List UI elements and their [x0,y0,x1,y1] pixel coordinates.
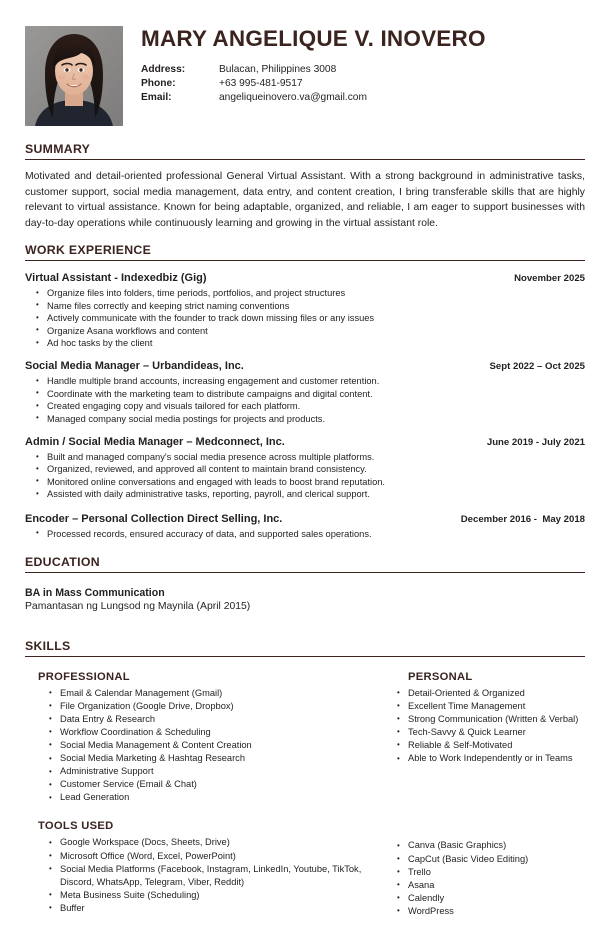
job-entry [25,360,585,425]
job-entry [25,436,585,501]
job-date: June 2019 - July 2021 [486,437,585,449]
work-experience-section [25,243,585,540]
job-bullet: • Monitored online conversations and engaged with leads to boost brand reputation. [47,476,585,488]
job-bullets [25,451,585,501]
job-bullets [25,528,585,540]
education-section [25,555,585,615]
skill-item: • Excellent Time Management [408,700,585,713]
summary-heading: SUMMARY [25,142,585,160]
skill-item: • Social Media Marketing & Hashtag Research [60,752,377,765]
job-header [25,513,585,525]
job-bullet: • Name files correctly and keeping strict naming conventions [47,300,585,312]
job-bullet: • Created engaging copy and visuals tailored for each platform. [47,400,585,412]
education-entry [25,586,585,615]
job-entry [25,272,585,349]
skill-item: • Social Media Management & Content Creation [60,739,377,752]
tools-right-column [377,820,585,918]
tool-item: • Google Workspace (Docs, Sheets, Drive) [60,836,377,849]
resume-header [25,26,585,128]
skill-item: • Email & Calendar Management (Gmail) [60,687,377,700]
tool-item: • CapCut (Basic Video Editing) [408,853,585,866]
job-header [25,436,585,448]
skill-item: • Administrative Support [60,765,377,778]
skill-item: • Data Entry & Research [60,713,377,726]
tools-used-section [25,820,585,918]
job-bullets [25,375,585,425]
job-date: November 2025 [514,273,585,285]
contact-row-address [141,63,367,77]
tool-item: • Meta Business Suite (Scheduling) [60,889,377,902]
job-bullet: • Coordinate with the marketing team to distribute campaigns and digital content. [47,388,585,400]
job-bullet: • Handle multiple brand accounts, increasing engagement and customer retention. [47,375,585,387]
skills-columns [25,671,585,805]
job-title: Encoder – Personal Collection Direct Selling, Inc. [25,512,283,525]
job-bullet: • Assisted with daily administrative tasks, reporting, payroll, and clerical support. [47,488,585,500]
degree-title: BA in Mass Communication [25,587,165,600]
professional-skill-list [25,687,377,805]
tool-item: • WordPress [408,905,585,918]
job-header [25,272,585,284]
avatar [25,26,123,126]
skills-section [25,639,585,918]
job-date: December 2016 - May 2018 [460,513,585,525]
job-bullet: • Actively communicate with the founder to track down missing files or any issues [47,312,585,324]
skill-item: • Lead Generation [60,791,377,804]
contact-row-email [141,91,367,105]
job-title: Virtual Assistant - Indexedbiz (Gig) [25,272,207,285]
tools-right-list [386,839,585,918]
job-bullet: • Ad hoc tasks by the client [47,337,585,349]
email-value[interactable]: angeliqueinovero.va@gmail.com [219,92,367,104]
personal-heading: PERSONAL [408,670,473,683]
skill-item: • Reliable & Self-Motivated [408,739,585,752]
job-title: Social Media Manager – Urbandideas, Inc. [25,360,244,373]
job-date: Sept 2022 – Oct 2025 [489,361,585,373]
professional-heading: PROFESSIONAL [38,670,130,683]
job-bullet: • Organize files into folders, time periods, portfolios, and project structures [47,287,585,299]
skill-item: • Strong Communication (Written & Verbal) [408,713,585,726]
phone-label: Phone: [141,77,176,89]
job-bullet: • Built and managed company's social media presence across multiple platforms. [47,451,585,463]
skills-heading: SKILLS [25,639,585,657]
tool-item: • Buffer [60,902,377,915]
tools-left-column [25,820,377,918]
school-name: Pamantasan ng Lungsod ng Maynila (April 2015) [25,601,251,613]
summary-text: Motivated and detail-oriented professional General Virtual Assistant. With a strong background in administrative tasks, customer support, social media management, data entry, and content creation, I bring transferable skills that are highly relevant to virtual assistance. Known for being adaptable, organized, and reliable, I am eager to support businesses with day-to-day operations while continuously learning and growing in the virtual assistant role. [25,171,585,229]
summary-section [25,142,585,231]
tool-item: • Trello [408,866,585,879]
contact-info [141,63,367,106]
portrait-photo-icon [25,26,123,126]
tool-item: • Canva (Basic Graphics) [408,839,585,852]
job-entry [25,513,585,540]
tools-used-heading: TOOLS USED [38,820,114,833]
page-title: MARY ANGELIQUE V. INOVERO [141,26,486,51]
job-header [25,360,585,372]
personal-skills-column [377,671,585,805]
tool-item: • Social Media Platforms (Facebook, Instagram, LinkedIn, Youtube, TikTok, Discord, WhatsApp, Telegram, Viber, Reddit) [60,863,377,889]
skill-item: • Detail-Oriented & Organized [408,687,585,700]
work-experience-heading: WORK EXPERIENCE [25,243,585,261]
tools-left-list [25,836,377,915]
job-bullets [25,287,585,349]
education-heading: EDUCATION [25,555,585,573]
tool-item: • Asana [408,879,585,892]
job-title: Admin / Social Media Manager – Medconnect, Inc. [25,436,285,449]
address-label: Address: [141,63,186,75]
contact-row-phone [141,77,367,91]
skill-item: • Tech-Savvy & Quick Learner [408,726,585,739]
skill-item: • File Organization (Google Drive, Dropbox) [60,700,377,713]
skill-item: • Customer Service (Email & Chat) [60,778,377,791]
skill-item: • Able to Work Independently or in Teams [408,752,585,765]
job-bullet: • Organized, reviewed, and approved all content to maintain brand consistency. [47,463,585,475]
email-label: Email: [141,92,172,104]
header-text-block [141,26,585,105]
skill-item: • Workflow Coordination & Scheduling [60,726,377,739]
address-value: Bulacan, Philippines 3008 [219,63,337,75]
job-bullet: • Processed records, ensured accuracy of data, and supported sales operations. [47,528,585,540]
tool-item: • Calendly [408,892,585,905]
job-bullet: • Managed company social media postings for projects and products. [47,413,585,425]
phone-value: +63 995-481-9517 [219,77,303,89]
personal-skill-list [386,687,585,766]
job-bullet: • Organize Asana workflows and content [47,325,585,337]
tool-item: • Microsoft Office (Word, Excel, PowerPoint) [60,850,377,863]
professional-skills-column [25,671,377,805]
